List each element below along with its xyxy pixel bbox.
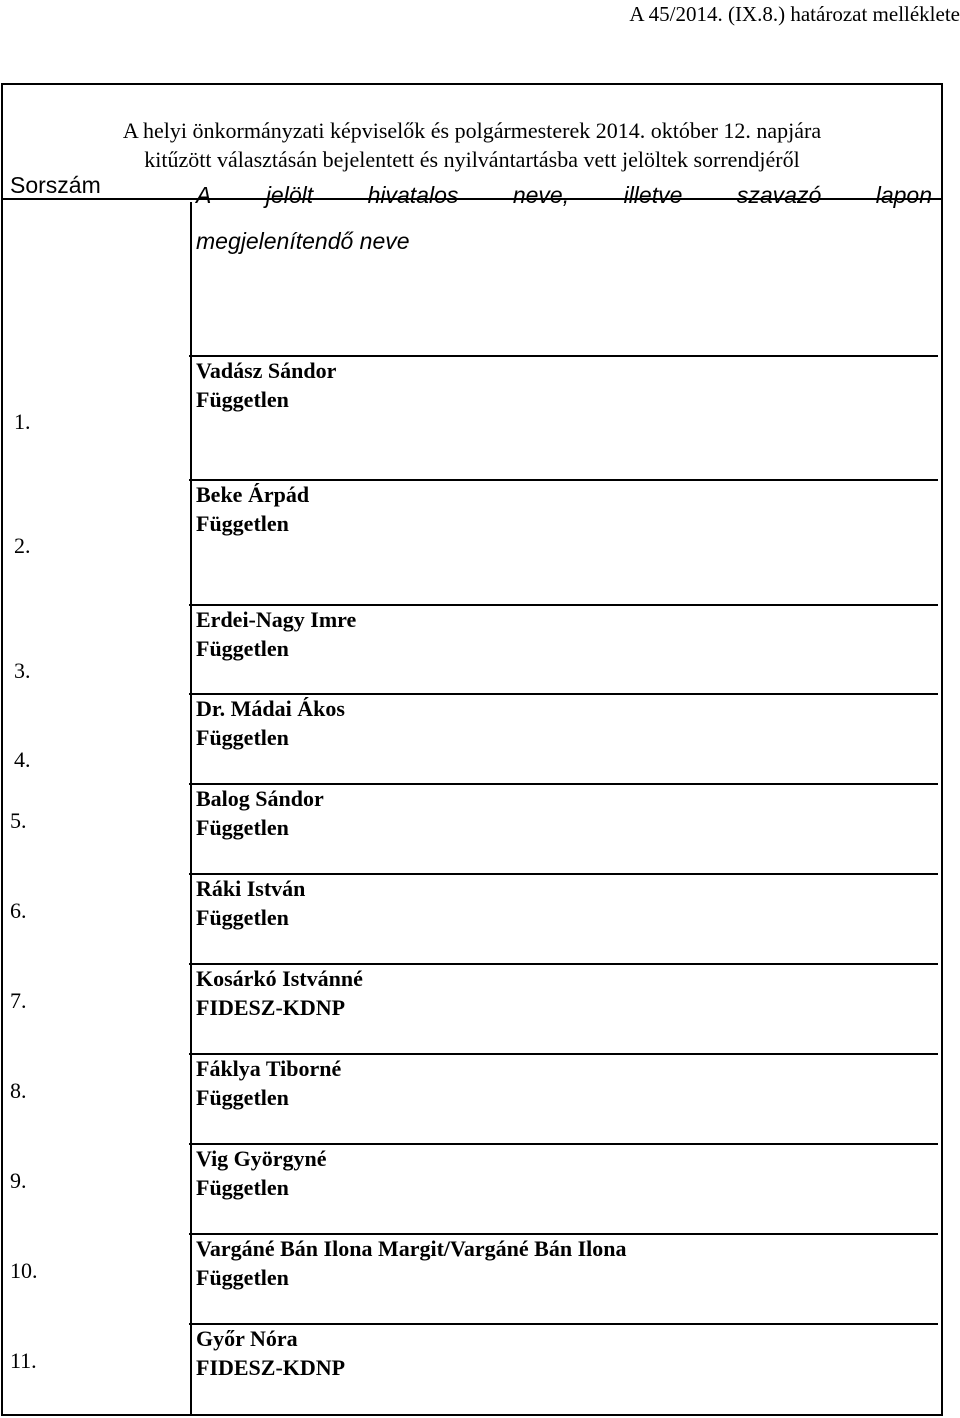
candidate-party: Független <box>196 387 289 412</box>
candidate-number: 7. <box>10 988 27 1013</box>
candidate-cell <box>196 605 356 663</box>
candidate-cell <box>196 784 324 842</box>
header-name <box>196 172 932 264</box>
candidate-number: 4. <box>14 747 31 772</box>
candidate-name: Győr Nóra <box>196 1326 298 1351</box>
candidate-name: Balog Sándor <box>196 786 324 811</box>
candidate-name: Erdei-Nagy Imre <box>196 607 357 632</box>
candidate-party: Független <box>196 636 289 661</box>
candidate-name: Beke Árpád <box>196 482 310 507</box>
candidate-party: Független <box>196 815 289 840</box>
candidate-number: 1. <box>14 409 31 434</box>
candidate-number: 9. <box>10 1168 27 1193</box>
candidate-cell <box>196 964 363 1022</box>
header-name-line-1 <box>196 172 932 218</box>
header-word: lapon <box>875 182 932 208</box>
header-word: hivatalos <box>367 182 459 208</box>
candidate-party: Független <box>196 1175 289 1200</box>
candidate-name: Ráki István <box>196 876 306 901</box>
header-word: A <box>196 182 212 208</box>
candidate-name: Vig Györgyné <box>196 1146 327 1171</box>
candidate-number: 3. <box>14 658 31 683</box>
candidate-party: FIDESZ-KDNP <box>196 1355 346 1380</box>
candidate-name: Kosárkó Istvánné <box>196 966 363 991</box>
header-word: illetve <box>623 182 683 208</box>
candidate-number: 8. <box>10 1078 27 1103</box>
title-line-2: kitűzött választásán bejelentett és nyilvántartásba vett jelöltek sorrendjéről <box>144 147 800 172</box>
candidate-number: 6. <box>10 898 27 923</box>
candidate-cell <box>196 480 309 538</box>
candidate-number: 2. <box>14 533 31 558</box>
candidate-party: Független <box>196 1265 289 1290</box>
candidate-cell <box>196 356 336 414</box>
candidate-table <box>1 83 943 1416</box>
candidate-party: Független <box>196 1085 289 1110</box>
document-reference: A 45/2014. (IX.8.) határozat melléklete <box>629 2 960 26</box>
header-word: neve, <box>512 182 570 208</box>
candidate-cell <box>196 694 345 752</box>
candidate-cell <box>196 1054 341 1112</box>
candidate-name: Vadász Sándor <box>196 358 337 383</box>
title-line-1: A helyi önkormányzati képviselők és polgármesterek 2014. október 12. napjára <box>122 118 822 143</box>
candidate-party: Független <box>196 905 289 930</box>
header-number: Sorszám <box>10 172 101 198</box>
header-name-line-2: megjelenítendő neve <box>196 228 410 254</box>
candidate-name: Dr. Mádai Ákos <box>196 696 345 721</box>
header-word: jelölt <box>265 182 314 208</box>
candidate-number: 5. <box>10 808 27 833</box>
candidate-number: 11. <box>10 1348 37 1373</box>
candidate-name: Fáklya Tiborné <box>196 1056 342 1081</box>
candidate-party: Független <box>196 511 289 536</box>
candidate-cell <box>196 874 305 932</box>
candidate-number: 10. <box>10 1258 38 1283</box>
candidate-cell <box>196 1234 626 1292</box>
candidate-party: FIDESZ-KDNP <box>196 995 346 1020</box>
candidate-party: Független <box>196 725 289 750</box>
candidate-name: Vargáné Bán Ilona Margit/Vargáné Bán Ilona <box>196 1236 627 1261</box>
header-word: szavazó <box>736 182 822 208</box>
candidate-cell <box>196 1144 327 1202</box>
candidate-cell <box>196 1324 345 1382</box>
